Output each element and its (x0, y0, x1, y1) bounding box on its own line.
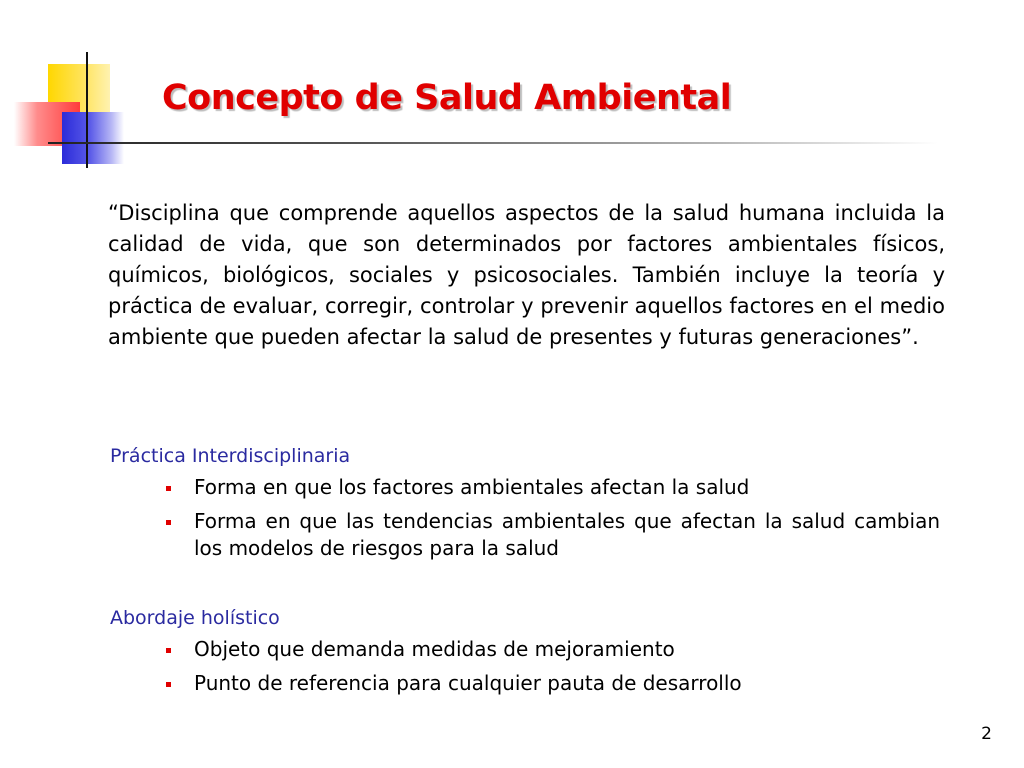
section-heading: Abordaje holístico (110, 607, 280, 629)
square-bullet-icon (166, 486, 171, 491)
section-holistic-approach (110, 604, 940, 704)
list-item (110, 508, 940, 562)
list-item-text: Punto de referencia para cualquier pauta de desarrollo (194, 671, 742, 695)
square-bullet-icon (166, 682, 171, 687)
bullet-list (110, 474, 940, 562)
section-heading: Práctica Interdisciplinaria (110, 445, 351, 467)
list-item (110, 474, 940, 501)
list-item (110, 636, 940, 663)
blue-square-decoration (62, 112, 124, 164)
bullet-list (110, 636, 940, 697)
page-number: 2 (981, 724, 992, 744)
list-item-text: Objeto que demanda medidas de mejoramiento (194, 637, 675, 661)
slide-title: Concepto de Salud Ambiental (162, 78, 732, 118)
section-interdisciplinary-practice (110, 442, 940, 569)
list-item-text: Forma en que los factores ambientales afectan la salud (194, 475, 750, 499)
vertical-rule (86, 52, 88, 168)
definition-quote: “Disciplina que comprende aquellos aspectos de la salud humana incluida la calidad de vida, que son determinados por factores ambientales físicos, químicos, biológicos, sociales y psicosociales. También incluye la teoría y práctica de evaluar, corregir, controlar y prevenir aquellos factores en el medio ambiente que pueden afectar la salud de presentes y futuras generaciones”. (108, 201, 945, 349)
square-bullet-icon (166, 648, 171, 653)
title-underline-rule (48, 142, 938, 144)
list-item-text: Forma en que las tendencias ambientales que afectan la salud cambian los modelos de riesgos para la salud (194, 509, 940, 560)
square-bullet-icon (166, 520, 171, 525)
list-item (110, 670, 940, 697)
